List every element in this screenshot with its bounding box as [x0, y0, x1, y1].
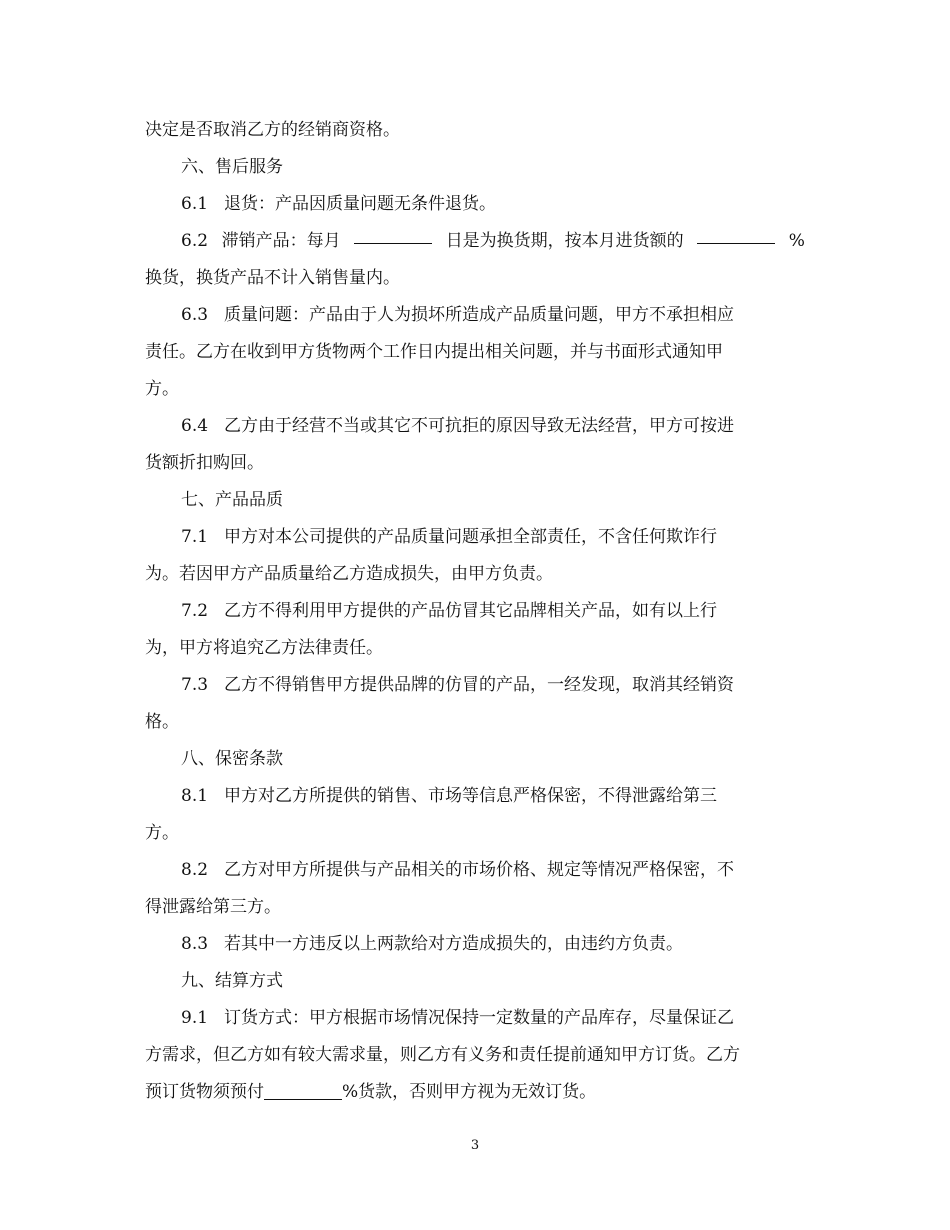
clause-6-3 — [145, 297, 805, 334]
paragraph-line: 方。 — [145, 823, 179, 843]
paragraph-line: 得泄露给第三方。 — [145, 897, 281, 917]
fill-in-blank-day — [354, 223, 432, 244]
clause-6-1 — [145, 186, 805, 223]
clause-text: % — [788, 231, 805, 251]
section-heading-confidentiality: 八、保密条款 — [181, 749, 283, 769]
clause-8-2 — [145, 852, 805, 889]
clause-8-3 — [145, 926, 805, 963]
clause-number: 6.4 — [181, 416, 209, 436]
paragraph-line: 预订货物须预付 %货款，否则甲方视为无效订货。 — [145, 1074, 805, 1111]
clause-text: 甲方对乙方所提供的销售、市场等信息严格保密，不得泄露给第三 — [224, 786, 718, 806]
clause-text: 日是为换货期，按本月进货额的 — [445, 231, 684, 251]
section-heading-after-sales: 六、售后服务 — [181, 157, 283, 177]
clause-number: 8.3 — [181, 934, 209, 954]
clause-8-1 — [145, 778, 805, 815]
clause-text: 甲方对本公司提供的产品质量问题承担全部责任，不含任何欺诈行 — [224, 527, 718, 547]
clause-text: 若其中一方违反以上两款给对方造成损失的，由违约方负责。 — [224, 934, 684, 954]
page-number: 3 — [470, 1138, 480, 1153]
clause-text: 订货方式：甲方根据市场情况保持一定数量的产品库存，尽量保证乙 — [224, 1008, 735, 1028]
clause-7-1 — [145, 519, 805, 556]
fill-in-blank-prepay-percent — [264, 1079, 342, 1100]
clause-6-4 — [145, 408, 805, 445]
clause-text: 乙方不得销售甲方提供品牌的仿冒的产品，一经发现，取消其经销资 — [224, 675, 735, 695]
document-body — [145, 112, 805, 1111]
clause-text: 乙方不得利用甲方提供的产品仿冒其它品牌相关产品，如有以上行 — [224, 601, 718, 621]
clause-7-2 — [145, 593, 805, 630]
fill-in-blank-percent — [697, 223, 775, 244]
clause-text: 退货：产品因质量问题无条件退货。 — [224, 194, 497, 214]
paragraph-line — [145, 112, 805, 149]
clause-number: 6.3 — [181, 305, 209, 325]
paragraph-line: 为，甲方将追究乙方法律责任。 — [145, 638, 383, 658]
paragraph-line: 换货，换货产品不计入销售量内。 — [145, 268, 400, 288]
paragraph-line: 货额折扣购回。 — [145, 453, 264, 473]
paragraph-line: 责任。乙方在收到甲方货物两个工作日内提出相关问题，并与书面形式通知甲 — [145, 342, 723, 362]
clause-number: 6.1 — [181, 194, 209, 214]
paragraph-line: 方需求，但乙方如有较大需求量，则乙方有义务和责任提前通知甲方订货。乙方 — [145, 1045, 740, 1065]
clause-number: 8.2 — [181, 860, 209, 880]
clause-text: 乙方对甲方所提供与产品相关的市场价格、规定等情况严格保密，不 — [224, 860, 735, 880]
clause-number: 7.2 — [181, 601, 209, 621]
paragraph-line: 格。 — [145, 712, 179, 732]
paragraph-line: 方。 — [145, 379, 179, 399]
clause-7-3 — [145, 667, 805, 704]
line-text: 决定是否取消乙方的经销商资格。 — [145, 120, 400, 140]
section-heading-settlement: 九、结算方式 — [181, 971, 283, 991]
clause-6-2 — [145, 223, 805, 260]
section-heading-product-quality: 七、产品品质 — [181, 490, 283, 510]
clause-text: 质量问题：产品由于人为损坏所造成产品质量问题，甲方不承担相应 — [224, 305, 735, 325]
clause-number: 7.3 — [181, 675, 209, 695]
clause-9-1 — [145, 1000, 805, 1037]
clause-text: 乙方由于经营不当或其它不可抗拒的原因导致无法经营，甲方可按进 — [224, 416, 735, 436]
clause-number: 6.2 — [181, 231, 209, 251]
clause-number: 8.1 — [181, 786, 209, 806]
clause-number: 9.1 — [181, 1008, 209, 1028]
clause-text: 滞销产品：每月 — [221, 231, 341, 251]
paragraph-line: 为。若因甲方产品质量给乙方造成损失，由甲方负责。 — [145, 564, 553, 584]
clause-number: 7.1 — [181, 527, 209, 547]
